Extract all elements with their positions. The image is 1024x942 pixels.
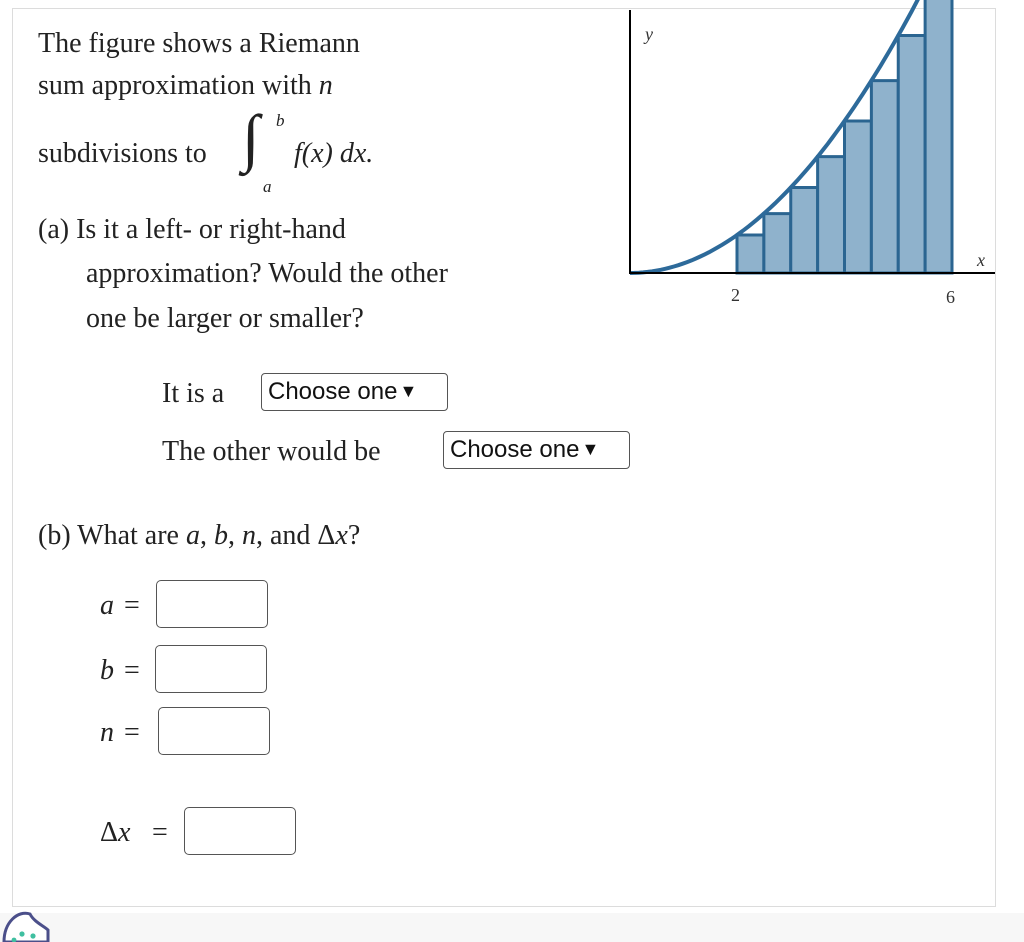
a-label: a xyxy=(100,590,114,621)
equals-sign: = xyxy=(124,717,140,748)
equals-sign: = xyxy=(152,817,168,848)
integral-sign: ∫ xyxy=(242,102,260,173)
prompt-prefix: (b) What are xyxy=(38,520,186,551)
part-a-line3: one be larger or smaller? xyxy=(86,303,364,334)
b-label: b xyxy=(100,655,114,686)
riemann-rectangle xyxy=(791,188,818,274)
select-value: Choose one xyxy=(450,436,580,463)
x-symbol: x xyxy=(118,817,131,848)
part-a-line2: approximation? Would the other xyxy=(86,258,448,289)
prompt-a: a xyxy=(185,520,200,551)
dropdown-arrow-icon: ▼ xyxy=(581,439,600,459)
upper-limit: b xyxy=(276,111,285,130)
n-symbol: n xyxy=(318,70,333,101)
x-tick-label: 6 xyxy=(946,287,955,307)
x-tick-label: 2 xyxy=(731,285,740,305)
riemann-rectangle xyxy=(737,235,764,273)
riemann-rectangles xyxy=(737,0,952,273)
cookie-icon[interactable] xyxy=(0,906,50,942)
question-line1: The figure shows a Riemann xyxy=(38,28,360,59)
select-value: Choose one xyxy=(268,378,398,405)
part-a-line1: (a) Is it a left- or right-hand xyxy=(38,214,346,245)
prompt-and: , and xyxy=(255,520,318,551)
prompt-delta: Δ xyxy=(317,520,336,551)
prompt-sep: , xyxy=(227,520,242,551)
riemann-rectangle xyxy=(764,214,791,273)
prompt-sep: , xyxy=(199,520,214,551)
delta-symbol: Δ xyxy=(100,817,119,848)
equals-sign: = xyxy=(124,655,140,686)
equals-sign: = xyxy=(124,590,140,621)
x-axis-label: x xyxy=(977,250,985,270)
dropdown-arrow-icon: ▼ xyxy=(399,381,418,401)
riemann-rectangle xyxy=(818,157,845,273)
bottom-toolbar xyxy=(0,913,1024,942)
n-label: n xyxy=(100,717,114,748)
other-would-be-label: The other would be xyxy=(162,436,381,467)
riemann-rectangle xyxy=(845,121,872,273)
riemann-rectangle xyxy=(925,0,952,273)
riemann-rectangle xyxy=(871,81,898,273)
riemann-rectangle xyxy=(898,36,925,274)
prompt-question-mark: ? xyxy=(347,520,361,551)
y-axis-label: y xyxy=(645,24,653,44)
lower-limit: a xyxy=(263,177,272,196)
question-line2-text: sum approximation with xyxy=(38,70,319,101)
question-line3: subdivisions to xyxy=(38,138,207,169)
prompt-n: n xyxy=(241,520,256,551)
prompt-x: x xyxy=(335,520,348,551)
integrand: f(x) dx. xyxy=(294,138,374,169)
is-a-label: It is a xyxy=(162,378,225,409)
prompt-b: b xyxy=(213,520,228,551)
